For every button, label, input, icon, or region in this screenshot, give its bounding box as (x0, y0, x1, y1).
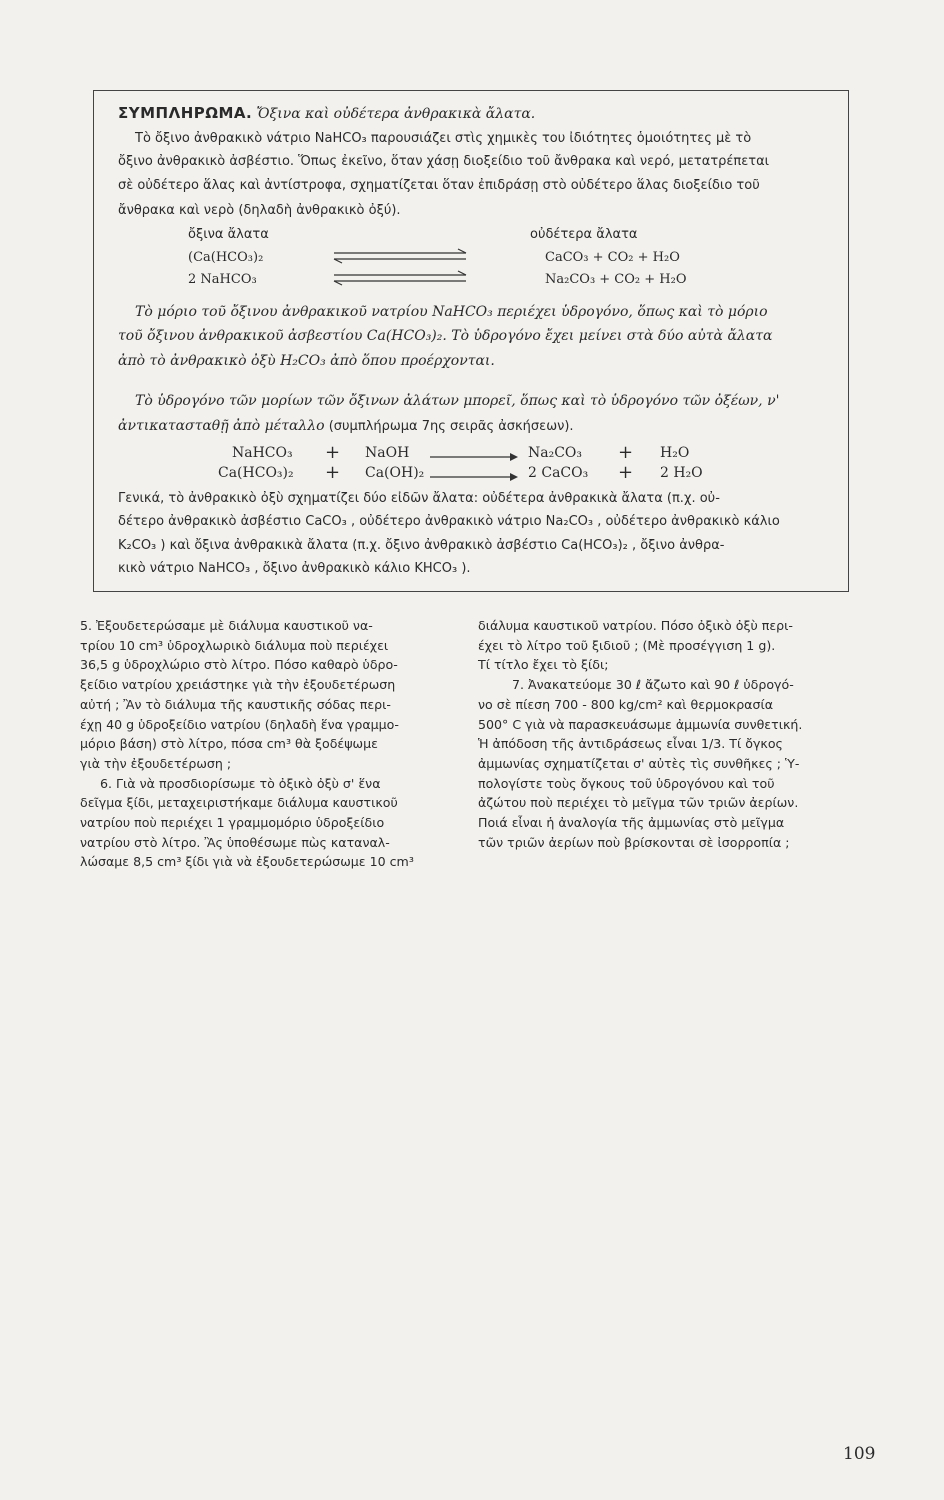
para2-line-1: Τὸ μόριο τοῦ ὄξινου ἀνθρακικοῦ νατρίου NaHCO₃ περιέχει ὑδρογόνο, ὅπως καὶ τὸ μόριο (135, 304, 768, 320)
exercise-line: Ποιά εἶναι ἡ ἀναλογία τῆς ἀμμωνίας στὸ μεῖγμα (478, 815, 785, 831)
exercise-line: 5. Ἐξουδετερώσαμε μὲ διάλυμα καυστικοῦ να- (80, 618, 373, 633)
exercise-line: τρίου 10 cm³ ὑδροχλωρικὸ διάλυμα ποὺ περιέχει (80, 637, 389, 653)
para3-line-1: Τὸ ὑδρογόνο τῶν μορίων τῶν ὄξινων ἀλάτων μπορεῖ, ὅπως καὶ τὸ ὑδρογόνο τῶν ὀξέων, ν' (135, 393, 780, 409)
exercise-line: νο σὲ πίεση 700 - 800 kg/cm² καὶ θερμοκρασία (478, 696, 774, 712)
eq3-a: NaHCO₃ (232, 445, 293, 461)
eq4-plus-2: + (618, 462, 634, 483)
exercise-line: πολογίστε τοὺς ὄγκους τοῦ ὑδρογόνου καὶ τοῦ (478, 775, 775, 791)
summary-line-1: Γενικά, τὸ ἀνθρακικὸ ὀξὺ σχηματίζει δύο εἰδῶν ἄλατα: οὐδέτερα ἀνθρακικὰ ἄλατα (π.χ. οὐ- (118, 491, 720, 506)
exercise-line: ἀζώτου ποὺ περιέχει τὸ μεῖγμα τῶν τριῶν ἀερίων. (478, 795, 799, 811)
exercise-line: νατρίου ποὺ περιέχει 1 γραμμομόριο ὑδροξείδιο (80, 815, 385, 831)
equilibrium-arrow-icon (330, 270, 470, 290)
exercise-line: λώσαμε 8,5 cm³ ξίδι γιὰ νὰ ἐξουδετερώσωμε 10 cm³ (80, 854, 414, 870)
eq4-a: Ca(HCO₃)₂ (218, 465, 294, 481)
equilibrium-arrow-icon (330, 248, 470, 268)
eq4-plus-1: + (325, 462, 341, 483)
exercise-line: έχει τὸ λίτρο τοῦ ξιδιοῦ ; (Μὲ προσέγγιση 1 g). (478, 637, 776, 653)
left-column (80, 616, 414, 872)
eq4-b: Ca(OH)₂ (365, 465, 425, 481)
eq3-plus-2: + (618, 442, 634, 463)
right-arrow-icon (430, 467, 520, 486)
exercise-line: 500° C γιὰ νὰ παρασκευάσωμε ἀμμωνία συνθετική. (478, 716, 803, 732)
eq4-d: 2 H₂O (660, 465, 703, 481)
exercise-line: γιὰ τὴν ἐξουδετέρωση ; (80, 755, 232, 771)
heading-label: ΣΥΜΠΛΗΡΩΜΑ. (118, 104, 253, 122)
exercise-line: τῶν τριῶν ἀερίων ποὺ βρίσκονται σὲ ἰσορροπία ; (478, 834, 790, 850)
right-column (478, 616, 802, 852)
eq3-d: H₂O (660, 445, 690, 461)
intro-line-3: σὲ οὐδέτερο ἅλας καὶ ἀντίστροφα, σχηματίζεται ὅταν ἐπιδράσῃ στὸ οὐδέτερο ἅλας διοξείδιο τοῦ (118, 178, 760, 193)
eq2-right: Na₂CO₃ + CO₂ + H₂O (545, 272, 687, 287)
summary-line-3: K₂CO₃ ) καὶ ὄξινα ἀνθρακικὰ ἄλατα (π.χ. ὄξινο ἀνθρακικὸ ἀσβέστιο Ca(HCO₃)₂ , ὄξινο ἀνθρα- (118, 538, 725, 553)
summary-line-4: κικὸ νάτριο NaHCO₃ , ὄξινο ἀνθρακικὸ κάλιο KHCO₃ ). (118, 561, 471, 576)
eq3-b: NaOH (365, 445, 410, 461)
neutral-salts-label: οὐδέτερα ἄλατα (530, 227, 638, 242)
eq2-left: 2 NaHCO₃ (188, 272, 257, 287)
exercise-line: Ἡ ἀπόδοση τῆς ἀντιδράσεως εἶναι 1/3. Τί ὄγκος (478, 736, 783, 752)
eq1-right: CaCO₃ + CO₂ + H₂O (545, 250, 680, 265)
exercise-line: μόριο βάση) στὸ λίτρο, πόσα cm³ θὰ ξοδέψωμε (80, 736, 378, 752)
para3-line-2 (118, 417, 574, 436)
page-number: 109 (843, 1444, 876, 1464)
summary-line-2: δέτερο ἀνθρακικὸ ἀσβέστιο CaCO₃ , οὐδέτερο ἀνθρακικὸ νάτριο Na₂CO₃ , οὐδέτερο ἀνθρακικὸ κάλιο (118, 514, 780, 529)
exercise-line: έχῃ 40 g ὑδροξείδιο νατρίου (δηλαδὴ ἕνα γραμμο- (80, 716, 399, 732)
exercise-line: διάλυμα καυστικοῦ νατρίου. Πόσο ὀξικὸ ὀξὺ περι- (478, 618, 793, 633)
eq4-c: 2 CaCO₃ (528, 465, 589, 481)
right-arrow-icon (430, 447, 520, 466)
exercise-line: νατρίου στὸ λίτρο. Ἂς ὑποθέσωμε πὼς καταναλ- (80, 834, 390, 850)
heading-subtitle: Ὄξινα καὶ οὐδέτερα ἀνθρακικὰ ἄλατα. (256, 106, 536, 122)
exercise-line: ἀμμωνίας σχηματίζεται σ' αὐτὲς τὶς συνθῆκες ; Ὑ- (478, 755, 800, 771)
supplement-heading (118, 104, 535, 124)
exercise-line: 36,5 g ὑδροχλώριο στὸ λίτρο. Πόσο καθαρὸ ὑδρο- (80, 657, 398, 673)
eq3-plus-1: + (325, 442, 341, 463)
intro-line-4: ἄνθρακα καὶ νερὸ (δηλαδὴ ἀνθρακικὸ ὀξύ). (118, 203, 401, 218)
eq3-c: Na₂CO₃ (528, 445, 583, 461)
exercise-line: 6. Γιὰ νὰ προσδιορίσωμε τὸ ὀξικὸ ὀξὺ σ' ἕνα (100, 775, 381, 791)
eq1-left: (Ca(HCO₃)₂ (188, 250, 264, 265)
acid-salts-label: ὄξινα ἄλατα (188, 227, 269, 242)
intro-line-1: Τὸ ὄξινο ἀνθρακικὸ νάτριο NaHCO₃ παρουσιάζει στὶς χημικὲς του ἰδιότητες ὁμοιότητες μὲ τὸ (135, 131, 752, 146)
exercise-line: 7. Ἀνακατεύομε 30 ℓ ἄζωτο καὶ 90 ℓ ὑδρογό- (512, 677, 794, 693)
para3-italic: ἀντικατασταθῇ ἀπὸ μέταλλο (118, 418, 325, 434)
intro-line-2: ὄξινο ἀνθρακικὸ ἀσβέστιο. Ὅπως ἐκεῖνο, ὅταν χάσῃ διοξείδιο τοῦ ἄνθρακα καὶ νερό, μετατρέπεται (118, 154, 770, 169)
para2-line-2: τοῦ ὄξινου ἀνθρακικοῦ ἀσβεστίου Ca(HCO₃)₂. Τὸ ὑδρογόνο ἔχει μείνει στὰ δύο αὐτὰ ἄλατα (118, 328, 773, 344)
para2-line-3: ἀπὸ τὸ ἀνθρακικὸ ὀξὺ H₂CO₃ ἀπὸ ὅπου προέρχονται. (118, 353, 495, 369)
exercise-line: δεῖγμα ξίδι, μεταχειριστήκαμε διάλυμα καυστικοῦ (80, 795, 398, 811)
exercise-line: αὐτή ; Ἂν τὸ διάλυμα τῆς καυστικῆς σόδας περι- (80, 696, 391, 712)
exercise-line: Τί τίτλο ἔχει τὸ ξίδι; (478, 657, 609, 673)
exercise-line: ξείδιο νατρίου χρειάστηκε γιὰ τὴν ἐξουδετέρωση (80, 677, 396, 693)
para3-rest: (συμπλήρωμα 7ης σειρᾶς ἀσκήσεων). (328, 419, 574, 434)
